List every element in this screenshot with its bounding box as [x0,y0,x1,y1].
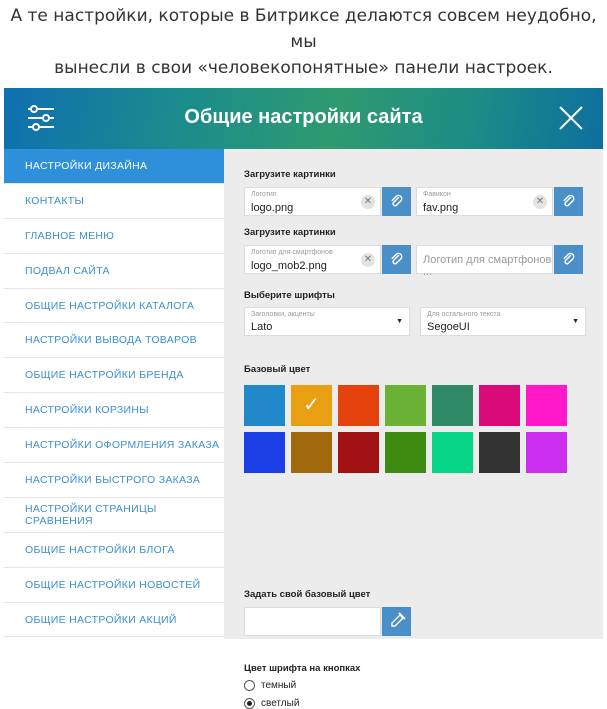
paperclip-icon [561,194,576,209]
caption-line-2: вынесли в свои «человекопонятные» панели настроек. [54,58,553,78]
sidebar-item-cart[interactable] [4,393,224,428]
clear-icon[interactable]: ✕ [361,195,375,209]
color-swatch[interactable] [479,385,520,426]
paperclip-icon [561,252,576,267]
logo-field-value: logo.png [251,202,294,214]
color-swatch[interactable] [385,385,426,426]
caption-line-1: А те настройки, которые в Битриксе делаются совсем неудобно, мы [10,6,597,52]
panel-title: Общие настройки сайта [184,106,423,128]
color-swatch[interactable] [526,432,567,473]
sidebar-item-contacts[interactable] [4,184,224,219]
favicon-field-label: Фавикон [423,191,451,198]
sidebar-item-label: НАСТРОЙКИ КОРЗИНЫ [25,404,149,417]
color-swatch[interactable] [291,432,332,473]
radio-light[interactable] [244,698,299,709]
caption [0,0,607,90]
mobile-logo-2-placeholder: Логотип для смартфонов ... [423,254,552,278]
mobile-logo-field-value: logo_mob2.png [251,260,327,272]
favicon-field-value: fav.png [423,202,459,214]
color-swatch[interactable] [432,385,473,426]
attach-logo-button[interactable] [382,187,411,216]
color-swatch[interactable] [338,385,379,426]
dropdown-arrow-icon: ▼ [396,318,403,325]
sidebar-item-label: ОБЩИЕ НАСТРОЙКИ БРЕНДА [25,369,184,382]
sidebar-item-label: ОБЩИЕ НАСТРОЙКИ КАТАЛОГА [25,299,195,312]
sidebar-item-news[interactable] [4,568,224,603]
checkmark-icon: ✓ [303,394,320,416]
radio-dark-dot[interactable] [244,680,255,691]
radio-light-label: светлый [261,698,300,709]
eyedropper-icon [382,607,411,636]
sidebar-item-label: НАСТРОЙКИ ДИЗАЙНА [25,159,148,172]
color-swatch[interactable] [244,432,285,473]
radio-dark[interactable] [244,680,296,691]
upload-images-label: Загрузите картинки [244,169,336,180]
mobile-logo-field[interactable] [244,245,381,274]
button-font-color-label: Цвет шрифта на кнопках [244,663,361,674]
sidebar [4,149,224,639]
sidebar-item-catalog[interactable] [4,289,224,324]
sidebar-item-footer[interactable] [4,254,224,289]
sidebar-item-label: ПОДВАЛ САЙТА [25,264,110,277]
clear-icon[interactable]: ✕ [361,253,375,267]
sidebar-item-label: ГЛАВНОЕ МЕНЮ [25,229,115,242]
upload-images-label-2: Загрузите картинки [244,227,336,238]
headings-font-label: Заголовки, акценты [251,311,315,318]
attach-favicon-button[interactable] [554,187,583,216]
logo-field-label: Логотип [251,191,277,198]
color-swatch[interactable] [385,432,426,473]
radio-dark-label: темный [261,680,297,691]
dropdown-arrow-icon: ▼ [572,318,579,325]
settings-content [224,149,603,709]
sidebar-item-promos[interactable] [4,603,224,638]
sidebar-item-label: ОБЩИЕ НАСТРОЙКИ НОВОСТЕЙ [25,578,201,591]
attach-mobile-logo-button[interactable] [382,245,411,274]
sidebar-item-products[interactable] [4,323,224,358]
sidebar-item-design[interactable] [4,149,224,184]
favicon-field[interactable] [416,187,553,216]
custom-color-input[interactable] [244,607,381,636]
color-swatch[interactable] [432,432,473,473]
sidebar-item-quick-order[interactable] [4,463,224,498]
sidebar-item-brand[interactable] [4,358,224,393]
sidebar-item-compare[interactable] [4,498,224,533]
text-font-select[interactable] [420,307,586,336]
fonts-label: Выберите шрифты [244,290,335,301]
color-picker-button[interactable] [382,607,411,636]
color-swatch[interactable] [244,385,285,426]
panel-header [4,88,603,149]
sidebar-item-label: НАСТРОЙКИ СТРАНИЦЫ СРАВНЕНИЯ [25,502,157,527]
text-font-label: Для остального текста [427,311,501,318]
headings-font-select[interactable] [244,307,410,336]
mobile-logo-field-label: Логотип для смартфонов [251,249,333,256]
sidebar-item-label: НАСТРОЙКИ ОФОРМЛЕНИЯ ЗАКАЗА [25,439,220,452]
close-icon[interactable] [557,104,585,132]
color-swatch[interactable] [291,385,332,426]
headings-font-value: Lato [251,321,273,333]
color-swatch[interactable] [479,432,520,473]
logo-field[interactable] [244,187,381,216]
settings-panel [4,88,603,709]
sidebar-item-label: НАСТРОЙКИ БЫСТРОГО ЗАКАЗА [25,473,201,486]
text-font-value: SegoeUI [427,321,470,333]
sidebar-item-label: НАСТРОЙКИ ВЫВОДА ТОВАРОВ [25,334,197,347]
paperclip-icon [389,252,404,267]
paperclip-icon [389,194,404,209]
base-color-label: Базовый цвет [244,364,311,375]
sidebar-item-main-menu[interactable] [4,219,224,254]
sidebar-item-label: ОБЩИЕ НАСТРОЙКИ АКЦИЙ [25,613,177,626]
mobile-logo-2-field[interactable] [416,245,553,278]
sidebar-item-blog[interactable] [4,533,224,568]
color-swatch[interactable] [526,385,567,426]
attach-mobile-logo-2-button[interactable] [554,245,583,274]
sidebar-item-label: ОБЩИЕ НАСТРОЙКИ БЛОГА [25,543,175,556]
color-swatch[interactable] [338,432,379,473]
radio-light-dot[interactable] [244,698,255,709]
sidebar-item-checkout[interactable] [4,428,224,463]
custom-color-label: Задать свой базовый цвет [244,589,371,600]
sidebar-item-label: КОНТАКТЫ [25,194,85,207]
clear-icon[interactable]: ✕ [533,195,547,209]
